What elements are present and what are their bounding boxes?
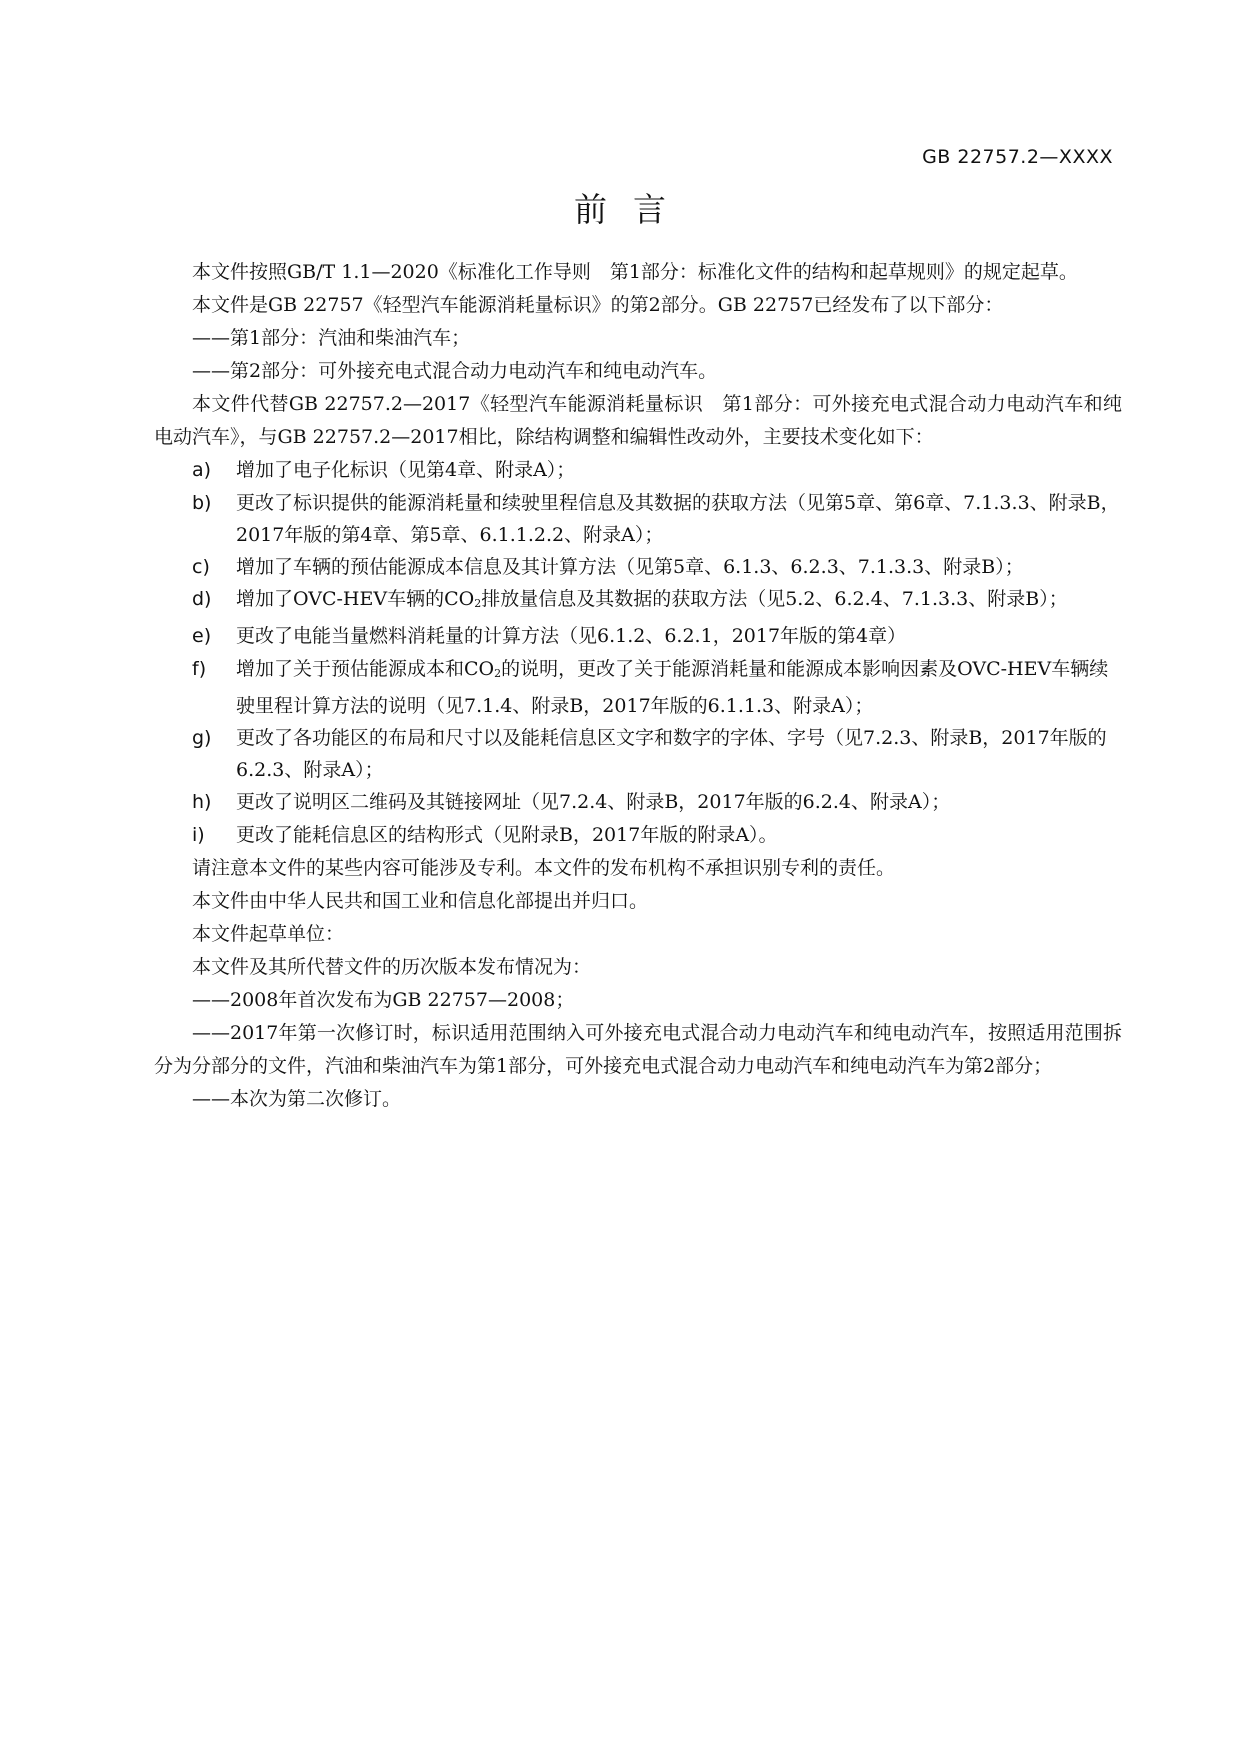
change-item-label: b) [192, 492, 212, 514]
paragraph-history-intro: 本文件及其所代替文件的历次版本发布情况为： [192, 956, 592, 978]
page-title: 前言 [574, 190, 692, 229]
paragraph-drafting-units: 本文件起草单位： [192, 923, 345, 945]
change-item-text: 更改了标识提供的能源消耗量和续驶里程信息及其数据的获取方法（见第5章、第6章、7.1.3.3、附录B，2017年版的第4章、第5章、6.1.1.2.2、附录A）； [236, 492, 1120, 546]
change-item-label: f) [192, 658, 207, 680]
change-item [154, 620, 1122, 653]
change-item [154, 819, 1122, 852]
change-item-text-after: 的说明，更改了关于能源消耗量和能源成本影响因素及OVC-HEV车辆续驶里程计算方法的说明（见7.1.4、附录B，2017年版的6.1.1.3、附录A）； [236, 658, 1109, 717]
change-item-text: 增加了电子化标识（见第4章、附录A）； [236, 459, 576, 481]
paragraph-proposer: 本文件由中华人民共和国工业和信息化部提出并归口。 [192, 890, 649, 912]
document-body [154, 256, 1122, 1116]
co2-subscript: 2 [474, 597, 482, 610]
change-item-label: e) [192, 625, 212, 647]
paragraph-history-2017: ——2017年第一次修订时，标识适用范围纳入可外接充电式混合动力电动汽车和纯电动汽车，按照适用范围拆分为分部分的文件，汽油和柴油汽车为第1部分，可外接充电式混合动力电动汽车和纯电动汽车为第2部分； [154, 1022, 1122, 1077]
paragraph-part-2: ——第2部分：可外接充电式混合动力电动汽车和纯电动汽车。 [192, 360, 718, 382]
change-item [154, 487, 1122, 551]
paragraph-patent-notice: 请注意本文件的某些内容可能涉及专利。本文件的发布机构不承担识别专利的责任。 [192, 857, 896, 879]
paragraph-drafting-basis: 本文件按照GB/T 1.1—2020《标准化工作导则 第1部分：标准化文件的结构和起草规则》的规定起草。 [192, 261, 1078, 283]
change-item [154, 583, 1122, 620]
change-item-label: a) [192, 459, 212, 481]
change-item-label: d) [192, 588, 212, 610]
document-code: GB 22757.2—XXXX [922, 146, 1113, 168]
co2-subscript: 2 [494, 667, 502, 680]
change-item-label: h) [192, 791, 212, 813]
change-item-text: 更改了能耗信息区的结构形式（见附录B，2017年版的附录A）。 [236, 824, 778, 846]
paragraph-series-intro: 本文件是GB 22757《轻型汽车能源消耗量标识》的第2部分。GB 22757已经发布了以下部分： [192, 294, 1004, 316]
paragraph-part-1: ——第1部分：汽油和柴油汽车； [192, 327, 471, 349]
paragraph-history-2008: ——2008年首次发布为GB 22757—2008； [192, 989, 575, 1011]
change-item-text-before: 增加了关于预估能源成本和CO [236, 658, 495, 680]
paragraph-replacement: 本文件代替GB 22757.2—2017《轻型汽车能源消耗量标识 第1部分：可外接充电式混合动力电动汽车和纯电动汽车》，与GB 22757.2—2017相比，除结构调整和编辑性改动外，主要技术变化如下： [154, 393, 1122, 448]
change-item-label: g) [192, 727, 212, 749]
change-item [154, 653, 1122, 722]
change-item [154, 722, 1122, 786]
change-item-text-after: 排放量信息及其数据的获取方法（见5.2、6.2.4、7.1.3.3、附录B）； [481, 588, 1068, 610]
paragraph-history-current: ——本次为第二次修订。 [192, 1088, 402, 1110]
change-item [154, 786, 1122, 819]
change-item-text-before: 增加了OVC-HEV车辆的CO [236, 588, 475, 610]
change-item-text: 增加了车辆的预估能源成本信息及其计算方法（见第5章、6.1.3、6.2.3、7.1.3.3、附录B）； [236, 556, 1024, 578]
change-item-text: 更改了各功能区的布局和尺寸以及能耗信息区文字和数字的字体、字号（见7.2.3、附录B，2017年版的6.2.3、附录A）； [236, 727, 1107, 781]
change-item [154, 551, 1122, 583]
change-item-text: 更改了说明区二维码及其链接网址（见7.2.4、附录B，2017年版的6.2.4、附录A）； [236, 791, 951, 813]
change-item-text: 更改了电能当量燃料消耗量的计算方法（见6.1.2、6.2.1，2017年版的第4章） [236, 625, 907, 647]
change-item [154, 454, 1122, 487]
change-item-label: i) [192, 824, 205, 846]
change-item-label: c) [192, 556, 210, 578]
